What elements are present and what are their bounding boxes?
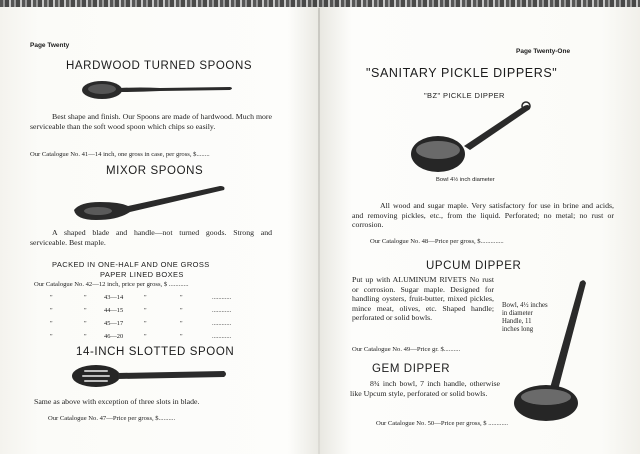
pickle-dipper-caption: Bowl 4½ inch diameter <box>436 177 495 183</box>
slotted-spoon-catalogue: Our Catalogue No. 47—Price per gross, $.......... <box>48 415 176 422</box>
catalogue-number: 43—14 <box>104 294 124 301</box>
packed-line-1: PACKED IN ONE-HALF AND ONE GROSS <box>52 260 210 269</box>
pickle-dipper-catalogue: Our Catalogue No. 48—Price per gross, $.............. <box>370 238 504 245</box>
upcum-dipper-icon <box>494 278 594 426</box>
ditto-mark: " <box>84 294 87 301</box>
ditto-mark: " <box>180 320 183 327</box>
ditto-mark: " <box>50 307 53 314</box>
mixor-spoon-icon <box>70 180 230 222</box>
gem-dipper-catalogue: Our Catalogue No. 50—Price per gross, $ ............ <box>376 420 509 427</box>
catalogue-number: 45—17 <box>104 320 124 327</box>
gem-dipper-heading: GEM DIPPER <box>372 363 451 375</box>
pickle-dippers-heading: "SANITARY PICKLE DIPPERS" <box>366 66 558 80</box>
ditto-mark: " <box>144 333 147 340</box>
catalogue-number: 46—20 <box>104 333 124 340</box>
mixor-spoons-heading: MIXOR SPOONS <box>106 165 204 177</box>
mixor-spoons-description: A shaped blade and handle—not turned goods. Strong and serviceable. Best maple. <box>30 228 272 247</box>
ditto-mark: " <box>50 333 53 340</box>
ditto-mark: " <box>50 294 53 301</box>
slotted-spoon-icon <box>70 362 230 390</box>
ditto-mark: " <box>180 294 183 301</box>
price-blank: ............ <box>212 307 232 314</box>
packed-line-2: PAPER LINED BOXES <box>100 270 184 279</box>
price-blank: ............ <box>212 333 232 340</box>
price-blank: ............ <box>212 294 232 301</box>
pickle-dipper-icon <box>408 100 534 178</box>
ditto-mark: " <box>84 320 87 327</box>
ditto-mark: " <box>144 320 147 327</box>
ditto-mark: " <box>144 307 147 314</box>
right-page-number: Page Twenty-One <box>516 48 571 55</box>
upcum-dipper-catalogue: Our Catalogue No. 49—Price gr. $.......... <box>352 346 461 353</box>
ditto-mark: " <box>180 333 183 340</box>
ditto-mark: " <box>50 320 53 327</box>
mixor-catalogue-42: Our Catalogue No. 42—12 inch, price per gross, $ ............ <box>34 281 189 288</box>
hardwood-spoons-description: Best shape and finish. Our Spoons are made of hardwood. Much more serviceable than the soft wood spoon which chips so easily. <box>30 112 272 131</box>
catalogue-number: 44—15 <box>104 307 124 314</box>
left-page <box>0 0 318 454</box>
price-blank: ............ <box>212 320 232 327</box>
slotted-spoon-description: Same as above with exception of three slots in blade. <box>34 397 200 406</box>
ditto-mark: " <box>84 307 87 314</box>
ditto-mark: " <box>180 307 183 314</box>
ditto-mark: " <box>144 294 147 301</box>
ditto-mark: " <box>84 333 87 340</box>
gem-dipper-description: 8¾ inch bowl, 7 inch handle, otherwise like Upcum style, perforated or solid bowls. <box>350 379 500 398</box>
hardwood-spoons-heading: HARDWOOD TURNED SPOONS <box>66 60 253 72</box>
right-page <box>320 0 640 454</box>
hardwood-spoons-catalogue: Our Catalogue No. 41—14 inch, one gross in case, per gross, $........ <box>30 151 210 158</box>
upcum-dimensions-note: Bowl, 4½ inches in diameter Handle, 11 inches long <box>502 302 548 333</box>
bz-pickle-dipper-subheading: "BZ" PICKLE DIPPER <box>424 91 505 100</box>
pickle-dipper-description: All wood and sugar maple. Very satisfactory for use in brine and acids, and removing pickles, etc., from the liquid. Perforated; no metal; no rust or corrosion. <box>352 201 614 229</box>
slotted-spoon-heading: 14-INCH SLOTTED SPOON <box>76 346 235 358</box>
left-page-number: Page Twenty <box>30 42 70 49</box>
upcum-dipper-description: Put up with ALUMINUM RIVETS No rust or corrosion. Sugar maple. Designed for handling oysters, fruit-butter, mixed pickles, mince meat, olives, etc. Shaped handle; perforated or solid bowls. <box>352 275 494 322</box>
hardwood-spoon-icon <box>80 78 235 102</box>
upcum-dipper-heading: UPCUM DIPPER <box>426 260 522 272</box>
